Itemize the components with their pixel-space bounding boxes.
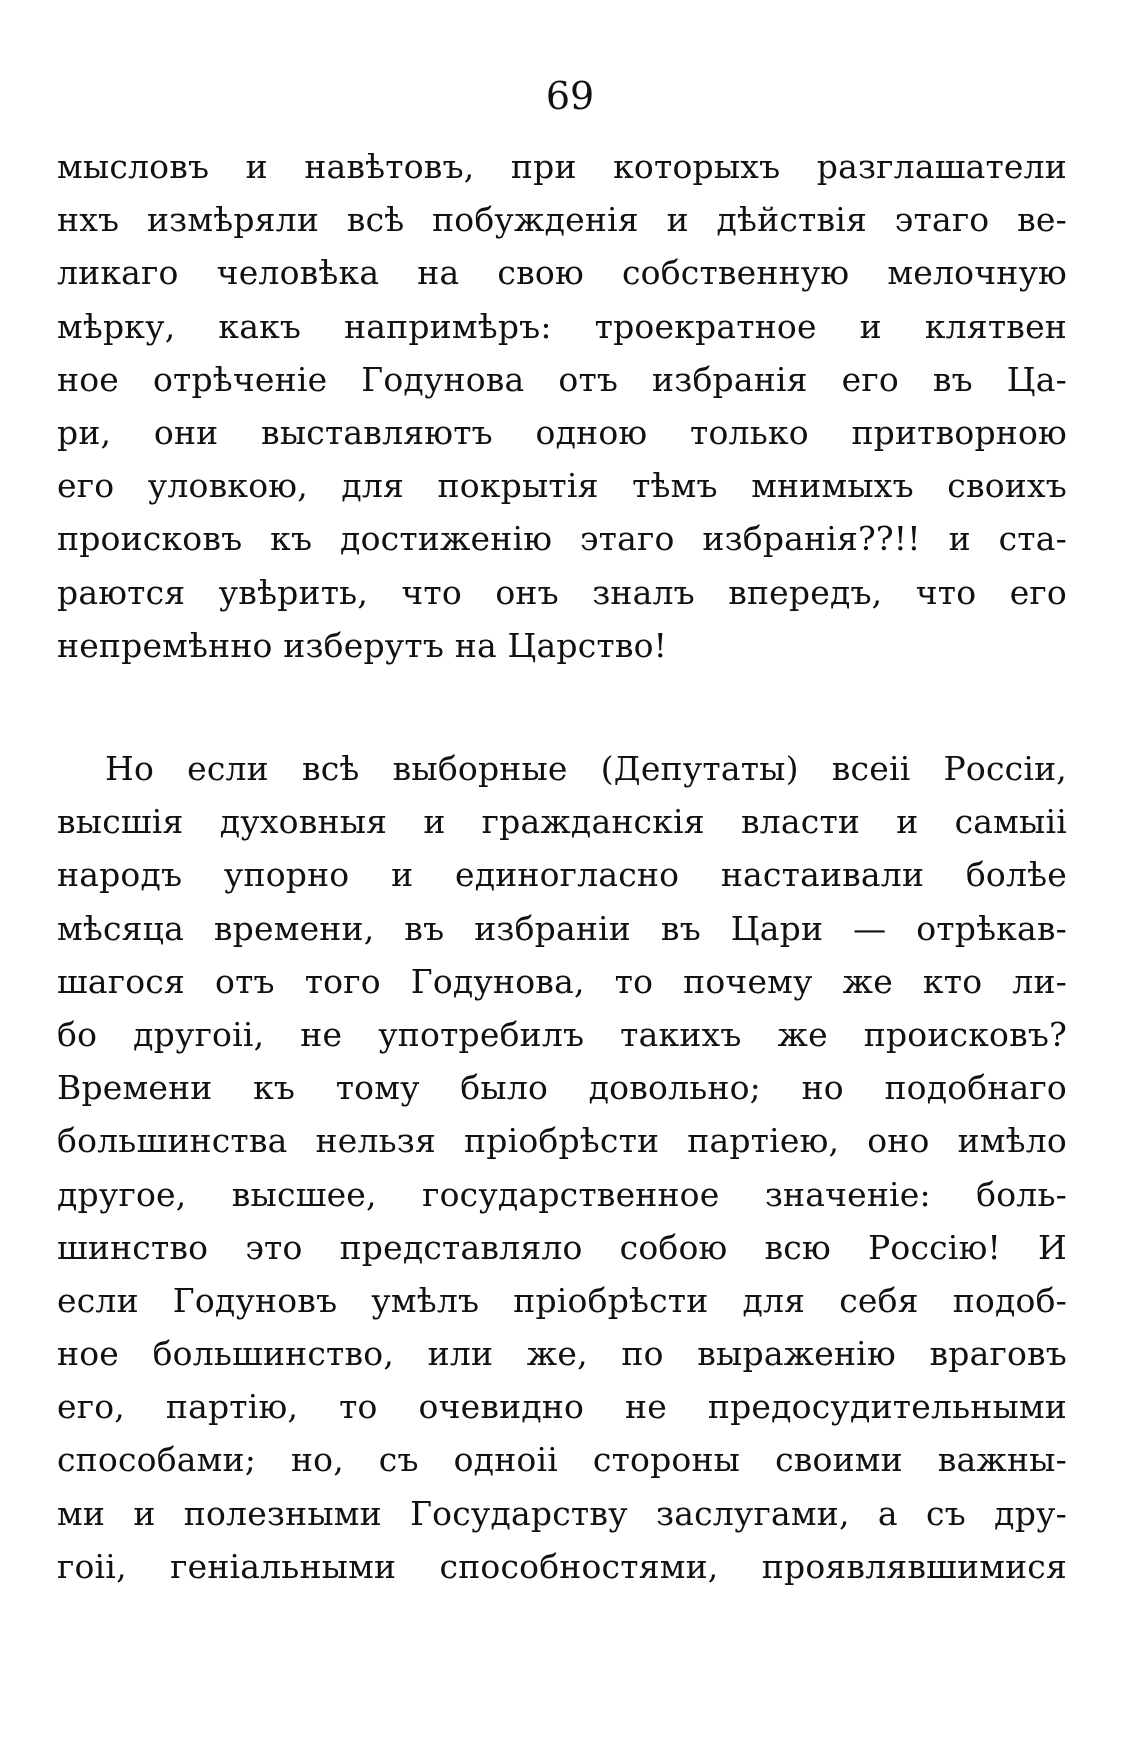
text-line: народъ упорно и единогласно настаивали болѣе <box>57 855 1067 895</box>
text-line: мѣрку, какъ напримѣръ: троекратное и клятвен <box>57 306 1067 346</box>
text-line: Но если всѣ выборные (Депутаты) всеiі Россіи, <box>105 749 1067 788</box>
paragraph-2 <box>57 742 1067 1593</box>
text-line: высшія духовныя и гражданскія власти и самыiі <box>57 802 1067 842</box>
text-line: шагося отъ того Годунова, то почему же кто ли- <box>57 961 1067 1001</box>
text-line: его, партію, то очевидно не предосудительными <box>57 1387 1067 1427</box>
page-number: 69 <box>545 74 595 118</box>
text-line: происковъ къ достиженію этаго избранія??!! и ста- <box>57 519 1067 559</box>
text-line: ми и полезными Государству заслугами, а съ дру- <box>57 1493 1067 1533</box>
text-line: бо другоiі, не употребилъ такихъ же происковъ? <box>57 1014 1067 1054</box>
text-line: гоiі, геніальными способностями, проявлявшимися <box>57 1546 1067 1586</box>
text-line: нхъ измѣряли всѣ побужденія и дѣйствія этаго ве- <box>57 200 1067 240</box>
text-line: ное отрѣченіе Годунова отъ избранія его въ Ца- <box>57 359 1067 399</box>
text-line: ное большинство, или же, по выраженію враговъ <box>57 1334 1067 1374</box>
text-line: способами; но, съ одноiі стороны своими важны- <box>57 1440 1067 1480</box>
text-line: мѣсяца времени, въ избраніи въ Цари — отрѣкав- <box>57 908 1067 948</box>
text-line: ри, они выставляютъ одною только притворною <box>57 412 1067 452</box>
text-line: ликаго человѣка на свою собственную мелочную <box>57 253 1067 293</box>
text-line: его уловкою, для покрытія тѣмъ мнимыхъ своихъ <box>57 466 1067 506</box>
text-line: большинства нельзя пріобрѣсти партіею, оно имѣло <box>57 1121 1067 1161</box>
text-line: Времени къ тому было довольно; но подобнаго <box>57 1068 1067 1108</box>
paragraph-1 <box>57 140 1067 672</box>
text-line: раются увѣрить, что онъ зналъ впередъ, что его <box>57 572 1067 612</box>
text-line: шинство это представляло собою всю Россію! И <box>57 1227 1067 1267</box>
text-line: другое, высшее, государственное значеніе: боль- <box>57 1174 1067 1214</box>
text-line: если Годуновъ умѣлъ пріобрѣсти для себя подоб- <box>57 1280 1067 1320</box>
text-line: непремѣнно изберутъ на Царство! <box>57 625 668 665</box>
text-line: мысловъ и навѣтовъ, при которыхъ разглашатели <box>57 147 1067 186</box>
